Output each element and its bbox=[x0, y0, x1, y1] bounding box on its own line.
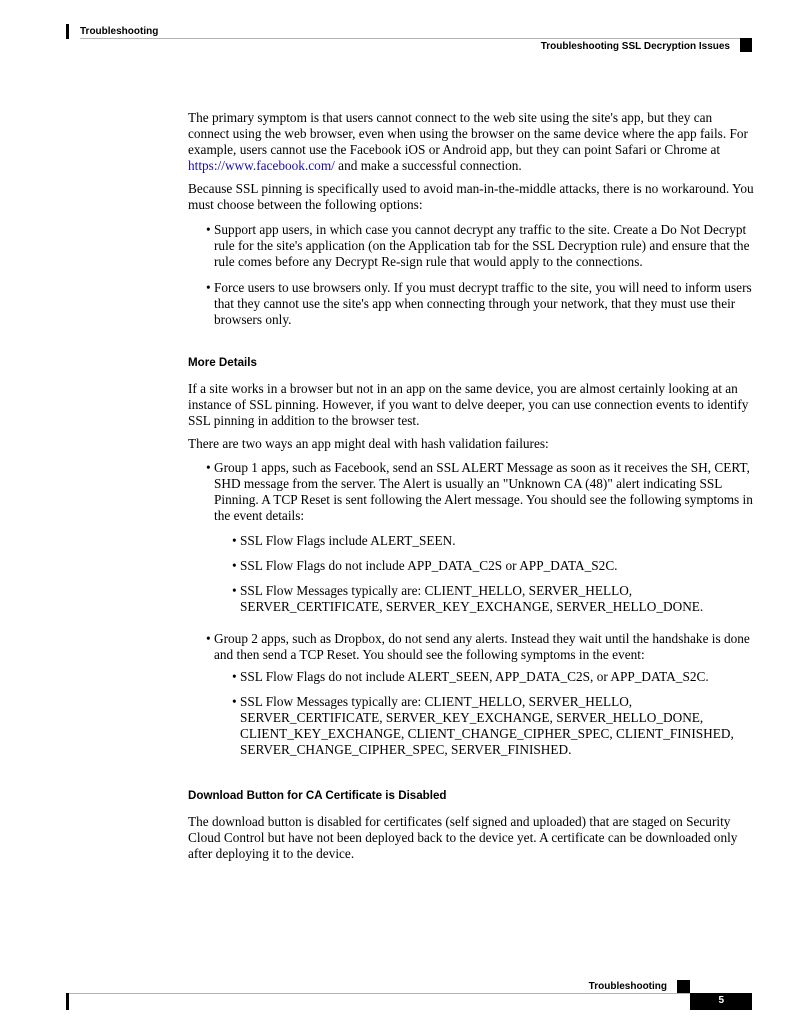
list-item bbox=[188, 280, 756, 328]
bullet: • bbox=[206, 280, 211, 295]
group2-text: Group 2 apps, such as Dropbox, do not send any alerts. Instead they wait until the handshake is done and then send a TCP Reset. You should see the following symptoms in the event: bbox=[214, 631, 750, 662]
download-paragraph: The download button is disabled for certificates (self signed and uploaded) that are staged on Security Cloud Control but have not been deployed back to the device yet. A certificate can be downloaded only after deploying it to the device. bbox=[188, 814, 738, 861]
hash-validation-paragraph: There are two ways an app might deal with hash validation failures: bbox=[188, 436, 549, 451]
header-right-marker bbox=[740, 38, 752, 52]
symptom-text: SSL Flow Flags include ALERT_SEEN. bbox=[240, 533, 456, 548]
intro-text-end: and make a successful connection. bbox=[334, 158, 522, 173]
list-item bbox=[214, 558, 756, 574]
list-item bbox=[214, 583, 756, 615]
symptom-text: SSL Flow Messages typically are: CLIENT_HELLO, SERVER_HELLO, SERVER_CERTIFICATE, SERVER_KEY_EXCHANGE, SERVER_HELLO_DONE, CLIENT_KEY_EXCHANGE, CLIENT_CHANGE_CIPHER_SPEC, CLIENT_FINISHED, SERVER_CHANGE_CIPHER_SPEC, SERVER_FINISHED. bbox=[240, 694, 734, 757]
options-list bbox=[188, 222, 756, 328]
footer-left-marker bbox=[66, 993, 69, 1010]
groups-list bbox=[188, 460, 756, 758]
bullet: • bbox=[232, 558, 237, 573]
option-text: Support app users, in which case you cannot decrypt any traffic to the site. Create a Do Not Decrypt rule for the site's application (on the Application tab for the SSL Decryption rule) and ensure that the rule comes before any Decrypt Re-sign rule that would apply to the connections. bbox=[214, 222, 750, 269]
symptom-text: SSL Flow Flags do not include ALERT_SEEN, APP_DATA_C2S, or APP_DATA_S2C. bbox=[240, 669, 709, 684]
page-content bbox=[188, 110, 756, 869]
bullet: • bbox=[232, 583, 237, 598]
list-item bbox=[188, 631, 756, 758]
bullet: • bbox=[232, 669, 237, 684]
bullet: • bbox=[232, 694, 237, 709]
header-left-marker bbox=[66, 24, 69, 39]
bullet: • bbox=[206, 222, 211, 237]
header-section-title: Troubleshooting SSL Decryption Issues bbox=[540, 41, 730, 52]
intro-text: The primary symptom is that users cannot connect to the web site using the site's app, but they can connect using the web browser, even when using the browser on the same device where the app fails. For example, users cannot use the Facebook iOS or Android app, but they can point Safari or Chrome at bbox=[188, 110, 748, 157]
page-number: 5 bbox=[690, 993, 752, 1010]
bullet: • bbox=[206, 460, 211, 475]
facebook-link[interactable]: https://www.facebook.com/ bbox=[188, 158, 335, 173]
list-item bbox=[214, 694, 756, 758]
symptom-text: SSL Flow Flags do not include APP_DATA_C2S or APP_DATA_S2C. bbox=[240, 558, 618, 573]
more-details-heading: More Details bbox=[188, 356, 257, 369]
footer-marker bbox=[677, 980, 690, 993]
bullet: • bbox=[206, 631, 211, 646]
workaround-paragraph: Because SSL pinning is specifically used to avoid man-in-the-middle attacks, there is no workaround. You must choose between the following options: bbox=[188, 181, 754, 212]
list-item bbox=[214, 669, 756, 685]
download-heading: Download Button for CA Certificate is Disabled bbox=[188, 789, 447, 802]
option-text: Force users to use browsers only. If you must decrypt traffic to the site, you will need to inform users that they cannot use the site's app when connecting through your network, that they must use their browsers only. bbox=[214, 280, 752, 327]
list-item bbox=[188, 222, 756, 270]
header-chapter-title: Troubleshooting bbox=[80, 26, 159, 37]
group1-text: Group 1 apps, such as Facebook, send an SSL ALERT Message as soon as it receives the SH, CERT, SHD message from the server. The Alert is usually an "Unknown CA (48)" alert indicating SSL Pinning. A TCP Reset is sent following the Alert message. You should see the following symptoms in the event details: bbox=[214, 460, 753, 523]
bullet: • bbox=[232, 533, 237, 548]
symptom-text: SSL Flow Messages typically are: CLIENT_HELLO, SERVER_HELLO, SERVER_CERTIFICATE, SERVER_KEY_EXCHANGE, SERVER_HELLO_DONE. bbox=[240, 583, 704, 614]
more-details-paragraph: If a site works in a browser but not in an app on the same device, you are almost certainly looking at an instance of SSL pinning. However, if you want to delve deeper, you can use connection events to identify SSL pinning in addition to the browser test. bbox=[188, 381, 749, 428]
group1-symptoms bbox=[214, 533, 756, 615]
list-item bbox=[188, 460, 756, 615]
header-rule bbox=[80, 38, 752, 39]
footer-rule bbox=[66, 993, 752, 994]
list-item bbox=[214, 533, 756, 549]
group2-symptoms bbox=[214, 669, 756, 758]
intro-paragraph bbox=[188, 110, 756, 174]
footer-chapter-title: Troubleshooting bbox=[588, 981, 667, 992]
